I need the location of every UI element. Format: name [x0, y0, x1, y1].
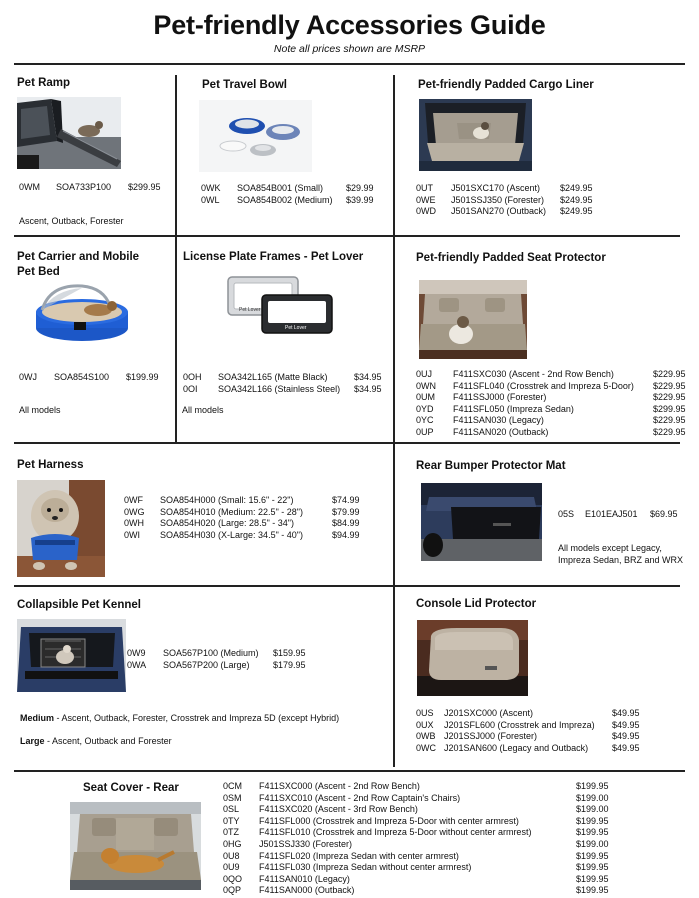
- code-cell: 0WG: [124, 506, 145, 517]
- part-cell: SOA854H000 (Small: 15.6" - 22"): [160, 495, 294, 505]
- cargo-liner-rows: [416, 183, 601, 218]
- code-cell: 0WE: [416, 194, 436, 205]
- divider-col-2: [393, 75, 395, 767]
- price-cell: $249.95: [560, 183, 593, 193]
- table-row: [416, 369, 692, 381]
- price-cell: $79.99: [332, 506, 360, 517]
- table-row: [223, 793, 613, 805]
- table-row: [416, 731, 656, 743]
- code-cell: 0CM: [223, 781, 243, 791]
- part-cell: F411SXC020 (Ascent - 3rd Row Bench): [259, 804, 418, 815]
- table-row: [223, 781, 613, 793]
- table-row: [223, 885, 613, 897]
- part-cell: SOA854H030 (X-Large: 34.5" - 40"): [160, 529, 303, 540]
- pet-kennel-rows: [127, 648, 317, 671]
- price-cell: $199.95: [576, 885, 609, 896]
- code-cell: 0WH: [124, 518, 144, 529]
- console-lid-rows: [416, 708, 656, 754]
- code-cell: 0QP: [223, 885, 242, 896]
- section-heading: Console Lid Protector: [416, 598, 537, 610]
- table-row: [223, 851, 613, 863]
- price-cell: $84.99: [332, 518, 360, 529]
- table-row: [223, 839, 613, 851]
- price-cell: $299.95: [653, 403, 686, 414]
- part-cell: F411SXC010 (Ascent - 2nd Row Captain's Chairs): [259, 792, 461, 803]
- compatibility-note: Ascent, Outback, Forester: [19, 216, 124, 226]
- section-heading: Pet Harness: [17, 459, 84, 471]
- cargo-liner-image: [419, 99, 532, 171]
- price-cell: $49.95: [612, 708, 640, 718]
- part-cell: SOA733P100: [56, 182, 112, 192]
- price-cell: $199.95: [576, 850, 609, 861]
- table-row: [201, 183, 386, 195]
- part-cell: F411SAN000 (Outback): [259, 885, 355, 896]
- price-cell: $34.95: [354, 372, 382, 382]
- part-cell: E101EAJ501: [585, 509, 638, 519]
- part-cell: SOA567P200 (Large): [163, 659, 250, 670]
- divider-col-1: [175, 75, 177, 442]
- pet-travel-bowl-image: [199, 100, 312, 172]
- code-cell: 0SL: [223, 804, 240, 815]
- kennel-medium-note: [20, 712, 339, 724]
- code-cell: 0SM: [223, 792, 242, 803]
- pet-ramp-rows: [19, 182, 169, 194]
- table-row: [124, 530, 374, 542]
- price-cell: $179.95: [273, 659, 306, 670]
- code-cell: 0HG: [223, 838, 242, 849]
- price-cell: $229.95: [653, 392, 686, 403]
- section-heading: Collapsible Pet Kennel: [17, 599, 141, 611]
- table-row: [124, 495, 374, 507]
- pet-ramp-image: [17, 97, 121, 169]
- part-cell: F411SFL030 (Impreza Sedan without center armrest): [259, 862, 472, 873]
- table-row: [416, 404, 692, 416]
- price-cell: $49.95: [612, 719, 640, 730]
- part-cell: SOA854H010 (Medium: 22.5" - 28"): [160, 506, 303, 517]
- table-row: [416, 743, 656, 755]
- price-cell: $199.95: [576, 862, 609, 873]
- code-cell: 0UM: [416, 392, 436, 403]
- bumper-mat-rows: [558, 509, 688, 521]
- pet-harness-image: [17, 480, 105, 577]
- compatibility-note: All models: [19, 405, 61, 415]
- price-cell: $199.95: [576, 781, 609, 791]
- price-cell: $199.95: [576, 815, 609, 826]
- page-subtitle: Note all prices shown are MSRP: [273, 43, 426, 55]
- table-row: [124, 507, 374, 519]
- code-cell: 0WI: [124, 529, 141, 540]
- divider-row1-top: [14, 63, 685, 65]
- divider-row2-top: [14, 235, 680, 237]
- table-row: [124, 518, 374, 530]
- part-cell: SOA567P100 (Medium): [163, 648, 259, 658]
- bumper-mat-image: [421, 483, 542, 561]
- part-cell: F411SAN010 (Legacy): [259, 873, 350, 884]
- part-cell: J201SSJ000 (Forester): [444, 731, 538, 742]
- table-row: [127, 648, 317, 660]
- part-cell: F411SXC030 (Ascent - 2nd Row Bench): [453, 369, 614, 379]
- medium-text: - Ascent, Outback, Forester, Crosstrek and Impreza 5D (except Hybrid): [54, 713, 340, 723]
- code-cell: 0WC: [416, 742, 436, 753]
- price-cell: $249.95: [560, 206, 593, 217]
- table-row: [19, 182, 169, 194]
- section-heading: Pet Ramp: [17, 77, 71, 89]
- kennel-large-note: [20, 735, 172, 747]
- part-cell: F411SFL040 (Crosstrek and Impreza 5-Door): [453, 380, 634, 391]
- price-cell: $229.95: [653, 369, 686, 379]
- table-row: [127, 660, 317, 672]
- code-cell: 0W9: [127, 648, 146, 658]
- table-row: [223, 804, 613, 816]
- part-cell: F411SXC000 (Ascent - 2nd Row Bench): [259, 781, 420, 791]
- seat-cover-rear-image: [70, 802, 201, 890]
- price-cell: $199.99: [126, 372, 159, 382]
- price-cell: $229.95: [653, 415, 686, 426]
- section-heading: Pet Carrier and Mobile: [17, 251, 140, 263]
- large-text: - Ascent, Outback and Forester: [44, 736, 172, 746]
- code-cell: 0US: [416, 708, 434, 718]
- code-cell: 0TZ: [223, 827, 240, 838]
- table-row: [223, 827, 613, 839]
- part-cell: SOA342L165 (Matte Black): [218, 372, 328, 382]
- divider-row3-top: [14, 442, 680, 444]
- price-cell: $199.00: [576, 792, 609, 803]
- section-heading: Pet-friendly Padded Seat Protector: [416, 252, 606, 264]
- code-cell: 0TY: [223, 815, 240, 826]
- code-cell: 0QO: [223, 873, 243, 884]
- section-heading: Pet Travel Bowl: [202, 79, 288, 91]
- code-cell: 0UX: [416, 719, 434, 730]
- code-cell: 0UP: [416, 426, 434, 437]
- code-cell: 0U8: [223, 850, 240, 861]
- seat-protector-rows: [416, 369, 692, 439]
- code-cell: 0UT: [416, 183, 434, 193]
- part-cell: J501SAN270 (Outback): [451, 206, 547, 217]
- code-cell: 0OI: [183, 383, 198, 394]
- section-heading: Pet-friendly Padded Cargo Liner: [418, 79, 594, 91]
- price-cell: $249.95: [560, 194, 593, 205]
- part-cell: SOA342L166 (Stainless Steel): [218, 383, 341, 394]
- compatibility-note: All models: [182, 405, 224, 415]
- table-row: [416, 381, 692, 393]
- pet-kennel-image: [17, 619, 126, 692]
- price-cell: $299.95: [128, 182, 161, 192]
- page-title: Pet-friendly Accessories Guide: [153, 10, 546, 40]
- table-row: [223, 816, 613, 828]
- section-heading: Seat Cover - Rear: [83, 782, 179, 794]
- price-cell: $94.99: [332, 529, 360, 540]
- part-cell: F411SFL050 (Impreza Sedan): [453, 403, 574, 414]
- part-cell: SOA854B001 (Small): [237, 183, 324, 193]
- part-cell: J201SFL600 (Crosstrek and Impreza): [444, 719, 595, 730]
- pet-carrier-image: [32, 282, 134, 344]
- price-cell: $49.95: [612, 742, 640, 753]
- price-cell: $159.95: [273, 648, 306, 658]
- divider-row4-top: [14, 585, 680, 587]
- part-cell: J501SXC170 (Ascent): [451, 183, 541, 193]
- part-cell: F411SFL020 (Impreza Sedan with center armrest): [259, 850, 459, 861]
- code-cell: 0WL: [201, 194, 220, 205]
- price-cell: $199.00: [576, 838, 609, 849]
- table-row: [416, 720, 656, 732]
- code-cell: 0YD: [416, 403, 434, 414]
- seat-protector-image: [419, 280, 527, 359]
- table-row: [416, 415, 692, 427]
- section-heading: Rear Bumper Protector Mat: [416, 460, 566, 472]
- code-cell: 0OH: [183, 372, 202, 382]
- part-cell: F411SAN020 (Outback): [453, 426, 549, 437]
- code-cell: 0WD: [416, 206, 436, 217]
- code-cell: 0WJ: [19, 372, 37, 382]
- table-row: [183, 372, 388, 384]
- code-cell: 0WB: [416, 731, 436, 742]
- table-row: [19, 372, 169, 384]
- part-cell: F411SFL000 (Crosstrek and Impreza 5-Door with center armrest): [259, 815, 519, 826]
- code-cell: 0WF: [124, 495, 143, 505]
- pet-harness-rows: [124, 495, 374, 541]
- part-cell: J201SXC000 (Ascent): [444, 708, 534, 718]
- table-row: [416, 392, 692, 404]
- price-cell: $69.95: [650, 509, 678, 519]
- part-cell: F411SFL010 (Crosstrek and Impreza 5-Door without center armrest): [259, 827, 532, 838]
- table-row: [416, 183, 601, 195]
- table-row: [558, 509, 688, 521]
- table-row: [201, 195, 386, 207]
- part-cell: SOA854H020 (Large: 28.5" - 34"): [160, 518, 294, 529]
- price-cell: $229.95: [653, 380, 686, 391]
- price-cell: $229.95: [653, 426, 686, 437]
- part-cell: J501SSJ350 (Forester): [451, 194, 545, 205]
- table-row: [416, 206, 601, 218]
- code-cell: 0WM: [19, 182, 40, 192]
- table-row: [183, 384, 388, 396]
- seat-cover-rear-rows: [223, 781, 613, 897]
- license-plate-image: [224, 273, 336, 336]
- pet-travel-bowl-rows: [201, 183, 386, 206]
- part-cell: F411SSJ000 (Forester): [453, 392, 547, 403]
- part-cell: SOA854B002 (Medium): [237, 194, 333, 205]
- price-cell: $199.95: [576, 873, 609, 884]
- price-cell: $199.95: [576, 827, 609, 838]
- license-plate-rows: [183, 372, 388, 395]
- price-cell: $74.99: [332, 495, 360, 505]
- code-cell: 0WK: [201, 183, 221, 193]
- table-row: [223, 862, 613, 874]
- part-cell: J201SAN600 (Legacy and Outback): [444, 742, 589, 753]
- large-label: Large: [20, 736, 45, 746]
- compatibility-note-line2: Impreza Sedan, BRZ and WRX: [558, 555, 684, 565]
- table-row: [416, 195, 601, 207]
- compatibility-note-line1: All models except Legacy,: [558, 543, 662, 553]
- divider-row5-top: [14, 770, 685, 772]
- code-cell: 0WA: [127, 659, 147, 670]
- table-row: [223, 874, 613, 886]
- code-cell: 0UJ: [416, 369, 433, 379]
- table-row: [416, 427, 692, 439]
- pet-carrier-rows: [19, 372, 169, 384]
- price-cell: $49.95: [612, 731, 640, 742]
- section-heading: Pet Bed: [17, 266, 60, 278]
- section-heading: License Plate Frames - Pet Lover: [183, 251, 364, 263]
- code-cell: 0WN: [416, 380, 436, 391]
- code-cell: 0U9: [223, 862, 240, 873]
- frame-text-black: Pet Lover: [285, 325, 307, 331]
- frame-text-silver: Pet Lover: [239, 307, 261, 313]
- part-cell: J501SSJ330 (Forester): [259, 838, 353, 849]
- price-cell: $39.99: [346, 194, 374, 205]
- price-cell: $199.00: [576, 804, 609, 815]
- table-row: [416, 708, 656, 720]
- part-cell: SOA854S100: [54, 372, 110, 382]
- part-cell: F411SAN030 (Legacy): [453, 415, 544, 426]
- price-cell: $34.95: [354, 383, 382, 394]
- medium-label: Medium: [20, 713, 55, 723]
- console-lid-image: [417, 620, 528, 696]
- price-cell: $29.99: [346, 183, 374, 193]
- code-cell: 0YC: [416, 415, 434, 426]
- code-cell: 05S: [558, 509, 575, 519]
